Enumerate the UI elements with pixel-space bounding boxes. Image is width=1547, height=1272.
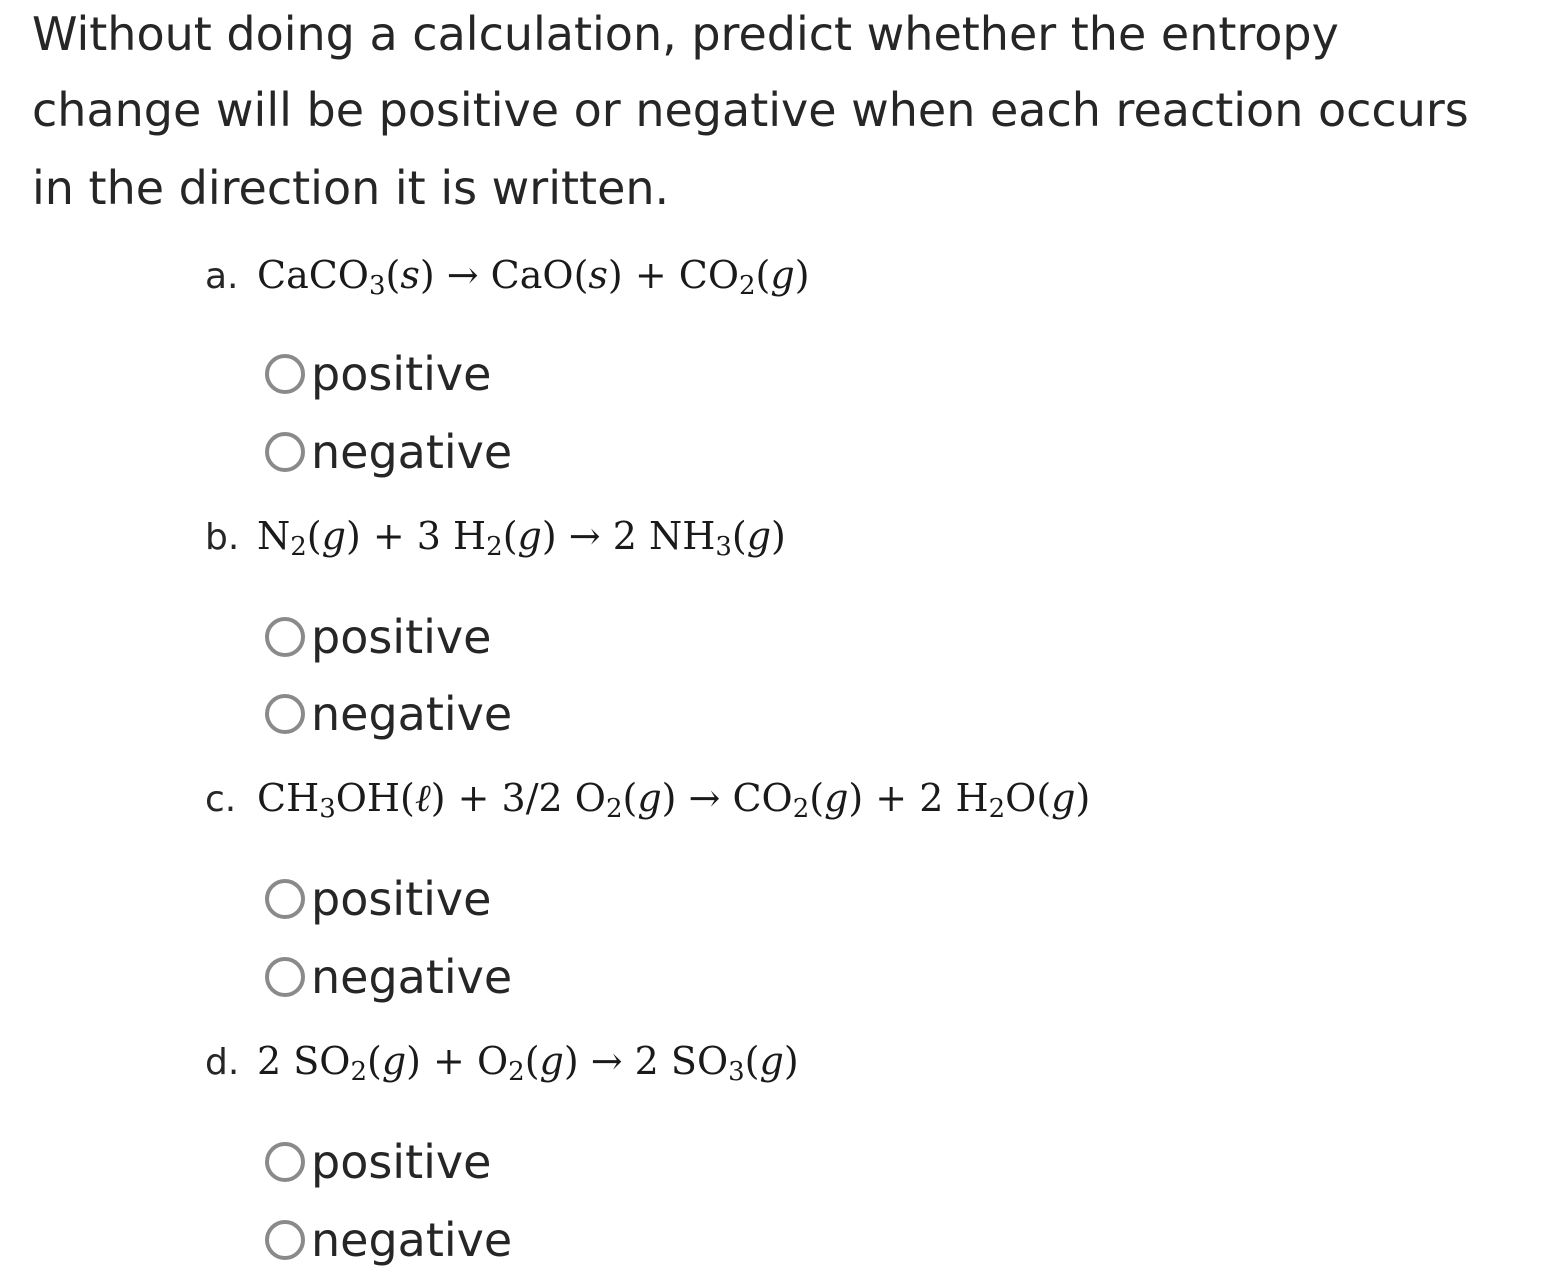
radio-button[interactable]: [265, 879, 305, 919]
part-d-header: [205, 1039, 1505, 1099]
part-b-letter: b.: [205, 517, 240, 558]
part-d-option-positive[interactable]: [265, 1132, 491, 1192]
part-a-option-positive[interactable]: [265, 344, 491, 404]
part-d-equation: 2 $SO_2(g) + O_2(g) \to 2$ $SO_3(g)$: [257, 1039, 799, 1087]
option-label: negative: [311, 687, 513, 741]
option-label: positive: [311, 610, 492, 664]
question-line-3: in the direction it is written.: [32, 161, 670, 215]
radio-button[interactable]: [265, 617, 305, 657]
part-b-option-negative[interactable]: [265, 684, 512, 744]
part-b: [205, 514, 1505, 574]
radio-button[interactable]: [265, 432, 305, 472]
part-d-option-negative[interactable]: [265, 1210, 512, 1270]
question-line-1: Without doing a calculation, predict whether the entropy: [32, 7, 1339, 61]
option-label: negative: [311, 1213, 513, 1267]
part-d-letter: d.: [205, 1042, 240, 1083]
option-label: negative: [311, 950, 513, 1004]
part-a-option-negative[interactable]: [265, 422, 512, 482]
option-label: positive: [311, 1135, 492, 1189]
part-c: [205, 776, 1505, 836]
part-c-header: [205, 776, 1505, 836]
part-a-header: [205, 253, 1505, 313]
part-c-letter: c.: [205, 779, 237, 820]
radio-button[interactable]: [265, 694, 305, 734]
part-a-letter: a.: [205, 256, 239, 297]
question-line-2: change will be positive or negative when each reaction occurs: [32, 83, 1469, 137]
radio-button[interactable]: [265, 1142, 305, 1182]
part-b-option-positive[interactable]: [265, 607, 491, 667]
option-label: positive: [311, 347, 492, 401]
part-b-header: [205, 514, 1505, 574]
part-a: [205, 253, 1505, 313]
radio-button[interactable]: [265, 1220, 305, 1260]
option-label: negative: [311, 425, 513, 479]
part-b-equation: $N_2(g) + 3$ $H_2(g) \to 2$ $NH_3(g)$: [257, 514, 786, 562]
option-label: positive: [311, 872, 492, 926]
part-c-option-positive[interactable]: [265, 869, 491, 929]
part-c-option-negative[interactable]: [265, 947, 512, 1007]
part-d: [205, 1039, 1505, 1099]
part-c-equation: $CH_3OH(\ell) + 3/2$ $O_2(g) \to CO_2(g) + 2$ $H_2O(g)$: [257, 776, 1091, 824]
part-a-equation: CaCO$_3$(s) → $CaO(s) + CO_2(g)$: [257, 253, 810, 301]
radio-button[interactable]: [265, 957, 305, 997]
radio-button[interactable]: [265, 354, 305, 394]
